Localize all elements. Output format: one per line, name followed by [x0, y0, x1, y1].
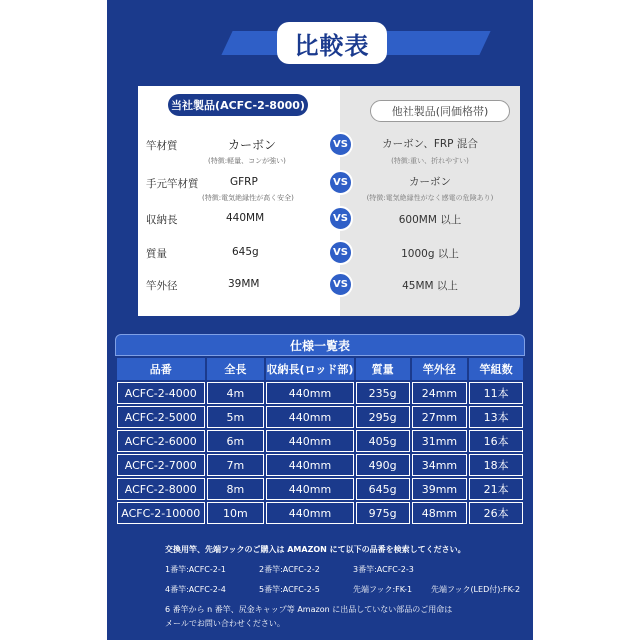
vs-badge: VS: [328, 240, 353, 265]
cell-length: 6m: [207, 430, 265, 452]
vs-badge: VS: [328, 206, 353, 231]
part-number: 5番竿:ACFC-2-5: [259, 585, 320, 594]
cell-storage: 440mm: [266, 478, 354, 500]
cell-model: ACFC-2-5000: [117, 406, 205, 428]
col-header: 全長: [207, 358, 265, 380]
part-number: 先端フック(LED付):FK-2: [431, 585, 521, 594]
part-number: 1番竿:ACFC-2-1: [165, 565, 226, 574]
cell-model: ACFC-2-7000: [117, 454, 205, 476]
cell-diameter: 24mm: [412, 382, 468, 404]
row-label: 竿外径: [146, 280, 178, 292]
spec-table: [115, 356, 525, 526]
part-number: 4番竿:ACFC-2-4: [165, 585, 226, 594]
table-row: [117, 502, 523, 524]
cell-diameter: 48mm: [412, 502, 468, 524]
col-header: 質量: [356, 358, 410, 380]
cell-model: ACFC-2-6000: [117, 430, 205, 452]
other-value: 1000g 以上: [401, 248, 459, 260]
table-row: [117, 430, 523, 452]
row-label: 竿材質: [146, 140, 178, 152]
cell-length: 8m: [207, 478, 265, 500]
col-header: 収納長(ロッド部): [266, 358, 354, 380]
cell-weight: 645g: [356, 478, 410, 500]
vs-badge: VS: [328, 132, 353, 157]
col-header: 竿外径: [412, 358, 468, 380]
other-value: 45MM 以上: [402, 280, 458, 292]
comparison-section: [138, 86, 520, 316]
table-header-row: [117, 358, 523, 380]
cell-diameter: 39mm: [412, 478, 468, 500]
own-product-header: 当社製品(ACFC-2-8000): [168, 94, 308, 116]
cell-model: ACFC-2-4000: [117, 382, 205, 404]
row-value: 39MM: [228, 278, 260, 290]
part-number: 3番竿:ACFC-2-3: [353, 565, 414, 574]
cell-sections: 16本: [469, 430, 523, 452]
cell-storage: 440mm: [266, 502, 354, 524]
vs-badge: VS: [328, 170, 353, 195]
cell-weight: 235g: [356, 382, 410, 404]
other-note: (特徴:電気絶縁性がなく感電の危険あり): [366, 194, 494, 202]
cell-storage: 440mm: [266, 406, 354, 428]
cell-length: 7m: [207, 454, 265, 476]
row-value: GFRP: [230, 176, 258, 188]
cell-weight: 490g: [356, 454, 410, 476]
page-title: 比較表: [277, 22, 387, 64]
col-header: 竿組数: [469, 358, 523, 380]
cell-sections: 26本: [469, 502, 523, 524]
row-note: (特徴:軽量、コンが強い): [208, 157, 286, 165]
cell-sections: 18本: [469, 454, 523, 476]
row-note: (特徴:電気絶縁性が高く安全): [202, 194, 294, 202]
spec-table-section: [115, 334, 525, 526]
cell-sections: 11本: [469, 382, 523, 404]
vs-badge: VS: [328, 272, 353, 297]
spec-table-title: 仕様一覧表: [115, 334, 525, 356]
cell-weight: 975g: [356, 502, 410, 524]
cell-length: 5m: [207, 406, 265, 428]
row-label: 手元竿材質: [146, 178, 199, 190]
cell-sections: 13本: [469, 406, 523, 428]
part-number: 2番竿:ACFC-2-2: [259, 565, 320, 574]
table-row: [117, 478, 523, 500]
cell-diameter: 31mm: [412, 430, 468, 452]
part-number: 先端フック:FK-1: [353, 585, 413, 594]
table-row: [117, 406, 523, 428]
notes-intro: 交換用竿、先端フックのご購入は AMAZON にて以下の品番を検索してください。: [165, 545, 466, 554]
cell-storage: 440mm: [266, 454, 354, 476]
row-value: カーボン: [228, 138, 277, 152]
row-value: 645g: [232, 246, 259, 258]
other-note: (特徴:重い、折れやすい): [391, 157, 469, 165]
cell-storage: 440mm: [266, 382, 354, 404]
cell-length: 4m: [207, 382, 265, 404]
table-row: [117, 454, 523, 476]
cell-weight: 405g: [356, 430, 410, 452]
cell-weight: 295g: [356, 406, 410, 428]
title-banner: [227, 22, 485, 64]
row-label: 収納長: [146, 214, 178, 226]
row-label: 質量: [146, 248, 167, 260]
other-value: 600MM 以上: [398, 214, 462, 226]
cell-storage: 440mm: [266, 430, 354, 452]
other-value: カーボン: [409, 176, 451, 188]
notes-outro-line2: メールでお問い合わせください。: [165, 619, 285, 628]
cell-model: ACFC-2-10000: [117, 502, 205, 524]
other-value: カーボン、FRP 混合: [382, 138, 478, 150]
notes-outro-line1: 6 番竿から n 番竿、尻金キャップ等 Amazon に出品していない部品のご用命は: [165, 605, 453, 614]
col-header: 品番: [117, 358, 205, 380]
cell-length: 10m: [207, 502, 265, 524]
row-value: 440MM: [226, 212, 265, 224]
cell-sections: 21本: [469, 478, 523, 500]
cell-model: ACFC-2-8000: [117, 478, 205, 500]
table-row: [117, 382, 523, 404]
cell-diameter: 34mm: [412, 454, 468, 476]
other-product-header: 他社製品(同価格帯): [370, 100, 510, 122]
cell-diameter: 27mm: [412, 406, 468, 428]
